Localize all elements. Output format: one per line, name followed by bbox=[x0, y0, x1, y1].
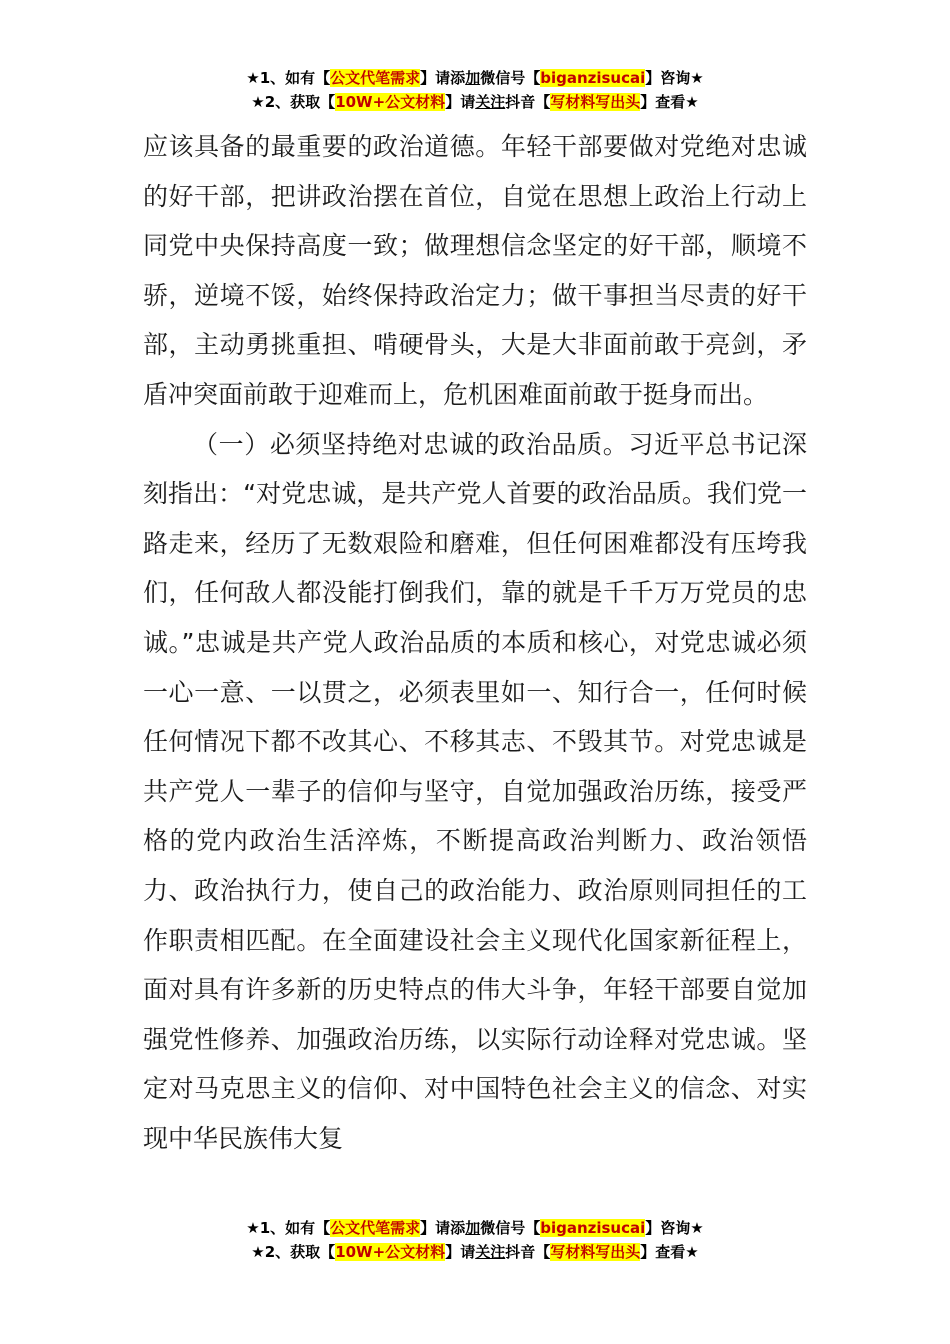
bottom-banner-line-1-highlight-service: 公文代笔需求 bbox=[330, 1219, 421, 1237]
banner-line-1-highlight-wechat-id: biganzisucai bbox=[540, 69, 646, 87]
bottom-banner-line-2-middle: 】请 bbox=[445, 1243, 476, 1261]
banner-line-1-middle2: 微信号【 bbox=[480, 69, 541, 87]
banner-line-2 bbox=[0, 90, 950, 114]
banner-line-2-highlight-douyin: 写材料写出头 bbox=[550, 93, 641, 111]
bottom-banner-line-1-underlined: 加 bbox=[465, 1219, 481, 1237]
banner-line-1-middle: 】请添 bbox=[420, 69, 466, 87]
bottom-banner-line-2-middle2: 抖音【 bbox=[505, 1243, 551, 1261]
bottom-banner-line-1-middle: 】请添 bbox=[420, 1219, 466, 1237]
bottom-banner-line-2-underlined: 关注 bbox=[475, 1243, 506, 1261]
bottom-banner-line-1 bbox=[0, 1216, 950, 1240]
bottom-banner bbox=[0, 1216, 950, 1264]
bottom-banner-line-1-prefix: ★1、如有【 bbox=[246, 1219, 331, 1237]
banner-line-1-prefix: ★1、如有【 bbox=[246, 69, 331, 87]
bottom-banner-line-2-highlight-materials: 10W+公文材料 bbox=[335, 1243, 446, 1261]
bottom-banner-line-1-suffix: 】咨询★ bbox=[645, 1219, 704, 1237]
bottom-banner-line-2-highlight-douyin: 写材料写出头 bbox=[550, 1243, 641, 1261]
banner-line-1-highlight-service: 公文代笔需求 bbox=[330, 69, 421, 87]
banner-line-2-prefix: ★2、获取【 bbox=[251, 93, 336, 111]
banner-line-1-suffix: 】咨询★ bbox=[645, 69, 704, 87]
banner-line-2-middle2: 抖音【 bbox=[505, 93, 551, 111]
paragraph-continuation: 应该具备的最重要的政治道德。年轻干部要做对党绝对忠诚的好干部，把讲政治摆在首位，自觉在思想上政治上行动上同党中央保持高度一致；做理想信念坚定的好干部，顺境不骄，逆境不馁，始终保持政治定力；做干事担当尽责的好干部，主动勇挑重担、啃硬骨头，大是大非面前敢于亮剑，矛盾冲突面前敢于迎难而上，危机困难面前敢于挺身而出。 bbox=[143, 132, 807, 409]
paragraph-section-one: （一）必须坚持绝对忠诚的政治品质。习近平总书记深刻指出：“对党忠诚，是共产党人首要的政治品质。我们党一路走来，经历了无数艰险和磨难，但任何困难都没有压垮我们，任何敌人都没能打倒我们，靠的就是千千万万党员的忠诚。”忠诚是共产党人政治品质的本质和核心，对党忠诚必须一心一意、一以贯之，必须表里如一、知行合一，任何时候任何情况下都不改其心、不移其志、不毁其节。对党忠诚是共产党人一辈子的信仰与坚守，自觉加强政治历练，接受严格的党内政治生活淬炼，不断提高政治判断力、政治领悟力、政治执行力，使自己的政治能力、政治原则同担任的工作职责相匹配。在全面建设社会主义现代化国家新征程上，面对具有许多新的历史特点的伟大斗争，年轻干部要自觉加强党性修养、加强政治历练，以实际行动诠释对党忠诚。坚定对马克思主义的信仰、对中国特色社会主义的信念、对实现中华民族伟大复 bbox=[143, 429, 807, 1153]
banner-line-1 bbox=[0, 66, 950, 90]
banner-line-2-highlight-materials: 10W+公文材料 bbox=[335, 93, 446, 111]
bottom-banner-line-2-suffix: 】查看★ bbox=[640, 1243, 699, 1261]
bottom-banner-line-1-highlight-wechat-id: biganzisucai bbox=[540, 1219, 646, 1237]
bottom-banner-line-2-prefix: ★2、获取【 bbox=[251, 1243, 336, 1261]
bottom-banner-line-2 bbox=[0, 1240, 950, 1264]
banner-line-2-middle: 】请 bbox=[445, 93, 476, 111]
top-banner bbox=[0, 66, 950, 114]
bottom-banner-line-1-middle2: 微信号【 bbox=[480, 1219, 541, 1237]
banner-line-1-underlined: 加 bbox=[465, 69, 481, 87]
banner-line-2-suffix: 】查看★ bbox=[640, 93, 699, 111]
banner-line-2-underlined: 关注 bbox=[475, 93, 506, 111]
document-body bbox=[143, 122, 807, 1163]
